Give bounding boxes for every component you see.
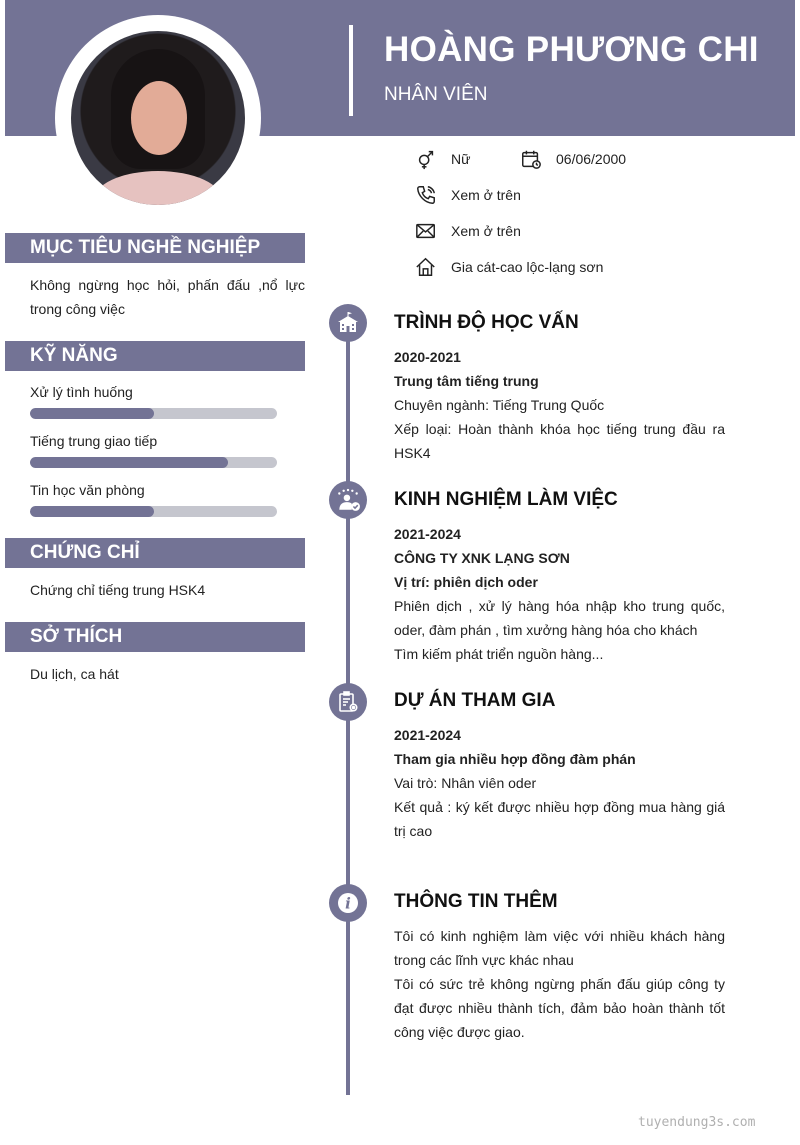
contact-gender (415, 148, 470, 170)
header-divider (349, 25, 353, 116)
projects-role: Vai trò: Nhân viên oder (394, 775, 537, 791)
avatar (71, 31, 245, 205)
gender-value: Nữ (451, 151, 471, 167)
team-star-icon (335, 487, 361, 513)
contact-address (415, 256, 603, 278)
additional-text: Tôi có sức trẻ không ngừng phấn đấu giúp công ty đạt được nhiều thành tích, đảm bảo hoàn thành tốt công việc được giao. (394, 976, 725, 1040)
skill-bar (30, 506, 277, 517)
info-icon (336, 891, 360, 915)
clipboard-gear-icon (336, 690, 360, 714)
hobbies-text: Du lịch, ca hát (30, 666, 119, 682)
objective-text: Không ngừng học hỏi, phấn đấu ,nổ lực trong công việc (30, 277, 305, 317)
certificates-text: Chứng chỉ tiếng trung HSK4 (30, 582, 206, 598)
hobbies-heading: SỞ THÍCH (5, 622, 305, 652)
phone-icon (415, 184, 437, 206)
skill-bar (30, 457, 277, 468)
calendar-icon (520, 148, 542, 170)
additional-heading: THÔNG TIN THÊM (394, 891, 558, 912)
objective-heading: MỤC TIÊU NGHỀ NGHIỆP (5, 233, 305, 263)
education-icon-badge (329, 304, 367, 342)
skill-label: Tiếng trung giao tiếp (30, 433, 158, 449)
projects-name: Tham gia nhiều hợp đồng đàm phán (394, 751, 636, 767)
gender-icon (415, 148, 437, 170)
additional-icon-badge (329, 884, 367, 922)
skills-heading: KỸ NĂNG (5, 341, 305, 371)
experience-heading: KINH NGHIỆM LÀM VIỆC (394, 489, 618, 510)
home-icon (415, 256, 437, 278)
candidate-position: NHÂN VIÊN (384, 84, 488, 105)
projects-period: 2021-2024 (394, 727, 461, 743)
school-icon (336, 311, 360, 335)
experience-icon-badge (329, 481, 367, 519)
svg-text:i: i (345, 894, 351, 913)
skill-label: Xử lý tình huống (30, 384, 133, 400)
projects-result: Kết quả : ký kết được nhiều hợp đồng mua hàng giá trị cao (394, 799, 725, 839)
education-major: Chuyên ngành: Tiếng Trung Quốc (394, 397, 605, 413)
mail-icon (415, 220, 437, 242)
phone-value: Xem ở trên (451, 187, 521, 203)
projects-heading: DỰ ÁN THAM GIA (394, 690, 556, 711)
experience-duty: Phiên dịch , xử lý hàng hóa nhập kho trung quốc, oder, đàm phán , tìm xưởng hàng hóa cho khách (394, 598, 725, 638)
email-value: Xem ở trên (451, 223, 521, 239)
skill-label: Tin học văn phòng (30, 482, 145, 498)
education-heading: TRÌNH ĐỘ HỌC VẤN (394, 312, 579, 333)
education-grade: Xếp loại: Hoàn thành khóa học tiếng trung đầu ra HSK4 (394, 421, 725, 461)
birthdate-value: 06/06/2000 (556, 151, 627, 167)
additional-text: Tôi có kinh nghiệm làm việc với nhiều khách hàng trong các lĩnh vực khác nhau (394, 928, 725, 968)
contact-phone (415, 184, 521, 206)
education-period: 2020-2021 (394, 349, 461, 365)
candidate-name: HOÀNG PHƯƠNG CHI (384, 30, 759, 69)
watermark: tuyendung3s.com (638, 1115, 756, 1130)
experience-role: Vị trí: phiên dịch oder (394, 574, 538, 590)
certificates-heading: CHỨNG CHỈ (5, 538, 305, 568)
projects-icon-badge (329, 683, 367, 721)
experience-duty: Tìm kiếm phát triển nguồn hàng... (394, 646, 604, 662)
address-value: Gia cát-cao lộc-lạng sơn (451, 259, 604, 275)
experience-company: CÔNG TY XNK LẠNG SƠN (394, 550, 570, 566)
experience-period: 2021-2024 (394, 526, 461, 542)
education-school: Trung tâm tiếng trung (394, 373, 539, 389)
contact-birthdate (520, 148, 626, 170)
skill-bar (30, 408, 277, 419)
contact-email (415, 220, 521, 242)
